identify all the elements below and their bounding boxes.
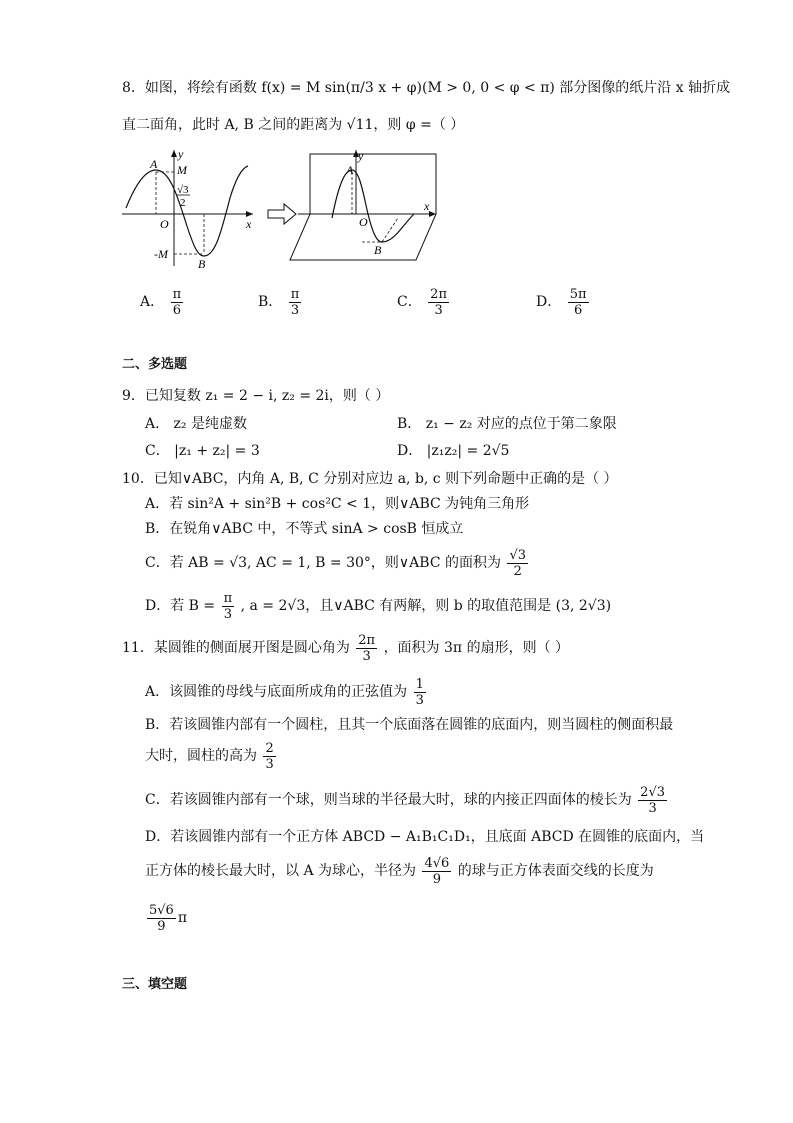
q11-option-b-line2[interactable] (145, 738, 278, 774)
q11-option-b-line1[interactable]: B．若该圆锥内部有一个圆柱，且其一个底面落在圆锥的底面内，则当圆柱的侧面积最 (145, 717, 674, 733)
section-heading-fill: 三、填空题 (122, 977, 188, 992)
fig-label-O: O (160, 217, 169, 231)
q10-option-b[interactable]: B．在锐角∨ABC 中，不等式 sinA > cosB 恒成立 (145, 521, 464, 537)
fig-label-B: B (198, 257, 206, 271)
fraction: $\frac{2\pi}{3}$ (358, 632, 376, 664)
fraction: $\frac{\pi}{3}$ (223, 590, 233, 622)
q10-stem: 10．已知∨ABC，内角 A, B, C 分别对应边 a, b, c 则下列命题中正确的是（ ） (122, 471, 618, 487)
fig-label-y: y (178, 148, 184, 161)
fraction: $\frac{\pi}{6}$ (172, 286, 182, 318)
fig-label-two: 2 (180, 197, 186, 209)
q11-option-a[interactable] (145, 674, 428, 710)
fraction: $\frac{5√6}{9}$ (149, 902, 174, 934)
option-letter: A． (140, 294, 165, 310)
option-text: 正方体的棱长最大时，以 A 为球心，半径为 (145, 863, 417, 879)
fraction: $\frac{√3}{2}$ (509, 547, 526, 579)
q11-stem (122, 630, 569, 666)
fraction: $\frac{2\pi}{3}$ (430, 286, 447, 318)
option-text: , a = 2√3，且∨ABC 有两解，则 b 的取值范围是 (3, 2√3) (240, 598, 612, 614)
fig-label-A: A (150, 157, 158, 171)
option-text: C．若该圆锥内部有一个球，则当球的半径最大时，球的内接正四面体的棱长为 (145, 792, 632, 808)
fraction: $\frac{1}{3}$ (415, 676, 424, 708)
option-text: C．若 AB = √3, AC = 1, B = 30°，则∨ABC 的面积为 (145, 555, 501, 571)
stem-text: 11．某圆锥的侧面展开图是圆心角为 (122, 640, 350, 656)
q10-option-d[interactable] (145, 588, 611, 624)
q9-option-d[interactable]: D． |z₁z₂| = 2√5 (397, 443, 510, 459)
option-text: 的球与正方体表面交线的长度为 (457, 863, 654, 879)
q8-option-d[interactable] (536, 286, 591, 318)
option-text: π (177, 910, 188, 926)
q9-stem: 9．已知复数 z₁ = 2 − i, z₂ = 2i，则（ ） (122, 388, 390, 404)
fig2-label-x: x (424, 199, 430, 213)
stem-text: ，面积为 3π 的扇形，则（ ） (383, 640, 570, 656)
q11-option-d-line2[interactable] (145, 853, 654, 889)
q10-option-a[interactable]: A．若 sin²A + sin²B + cos²C < 1，则∨ABC 为钝角三角形 (145, 496, 530, 512)
q9-option-a[interactable]: A． z₂ 是纯虚数 (145, 416, 247, 432)
q9-option-c[interactable]: C． |z₁ + z₂| = 3 (145, 443, 260, 459)
fig2-label-y: y (358, 149, 364, 163)
fraction: $\frac{2}{3}$ (265, 740, 274, 772)
q8-option-b[interactable] (258, 286, 303, 318)
fig2-label-O: O (359, 215, 368, 229)
option-letter: D． (536, 294, 562, 310)
q8-option-a[interactable] (140, 286, 185, 318)
option-letter: C． (397, 294, 422, 310)
q11-option-c[interactable] (145, 782, 669, 818)
fig-label-M: M (177, 163, 187, 177)
q8-stem-line2: 直二面角，此时 A, B 之间的距离为 √11，则 φ =（ ） (122, 117, 465, 133)
option-text: D．若 B = (145, 598, 216, 614)
q11-option-d-line1[interactable]: D．若该圆锥内部有一个正方体 ABCD − A₁B₁C₁D₁，且底面 ABCD 在圆锥的底面内，当 (145, 829, 705, 845)
q11-option-d-line3[interactable] (145, 900, 187, 936)
fig2-label-A: A (346, 163, 354, 177)
fraction: $\frac{4√6}{9}$ (424, 855, 450, 887)
option-text: 大时，圆柱的高为 (145, 748, 257, 764)
q10-option-c[interactable] (145, 545, 530, 581)
q8-figure (118, 148, 448, 273)
fraction: $\frac{2√3}{3}$ (640, 784, 665, 816)
fraction: $\frac{\pi}{3}$ (290, 286, 300, 318)
q8-option-c[interactable] (397, 286, 451, 318)
option-text: A．该圆锥的母线与底面所成角的正弦值为 (145, 684, 408, 700)
fig-label-root3: √3 (177, 184, 189, 196)
fig-label-x: x (246, 217, 252, 231)
fig2-label-B: B (374, 243, 382, 257)
q8-stem-line1: 8．如图，将绘有函数 f(x) = M sin(π/3 x + φ)(M > 0, 0 < φ < π) 部分图像的纸片沿 x 轴折成 (122, 80, 731, 96)
fig-label-negM: -M (154, 247, 168, 261)
q9-option-b[interactable]: B． z₁ − z₂ 对应的点位于第二象限 (397, 416, 617, 432)
section-heading-multi: 二、多选题 (122, 357, 188, 372)
fraction: $\frac{5\pi}{6}$ (569, 286, 587, 318)
option-letter: B． (258, 294, 283, 310)
